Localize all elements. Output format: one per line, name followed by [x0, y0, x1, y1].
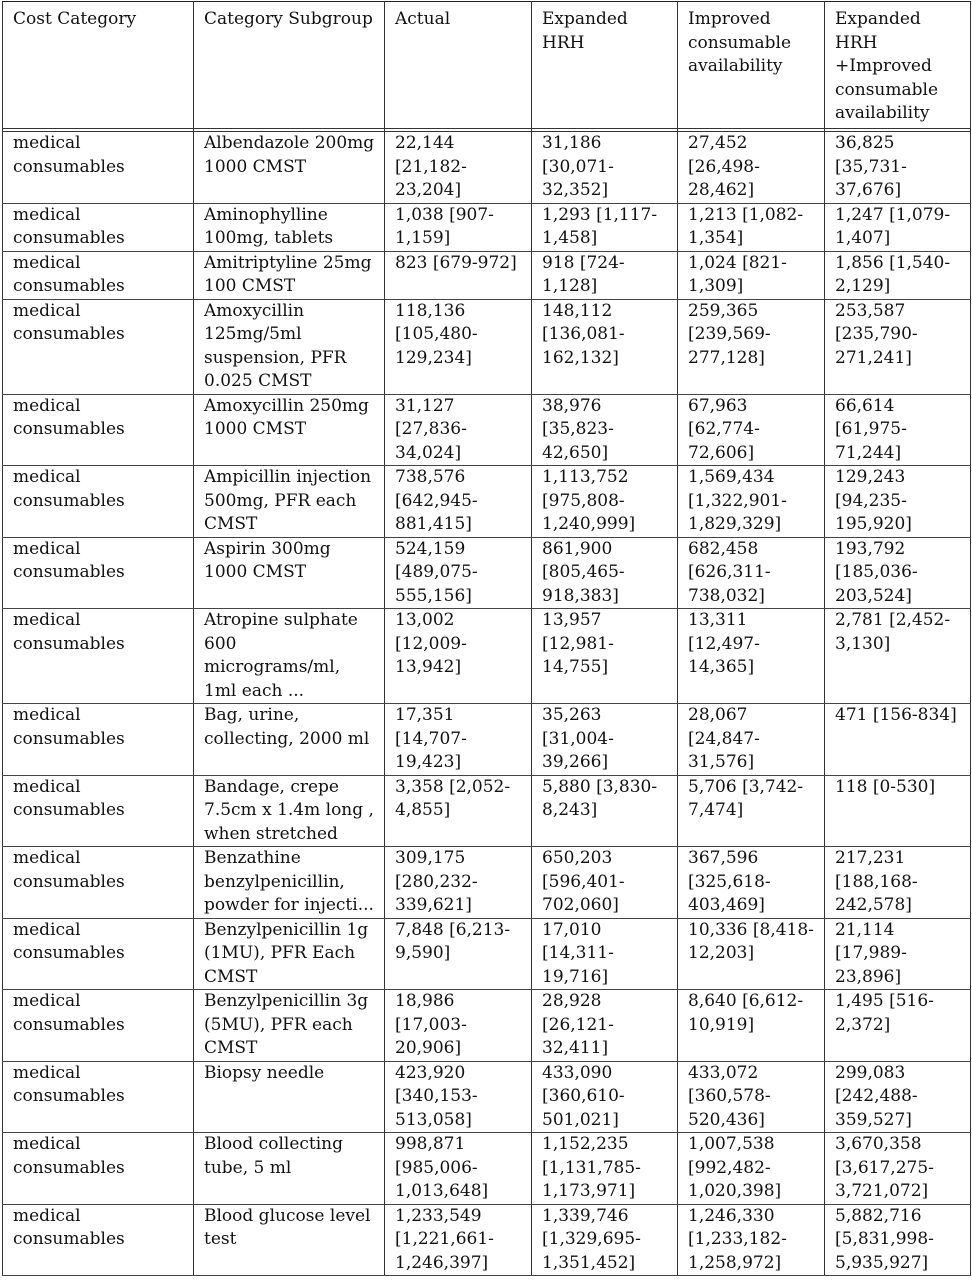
cell-cost-category: medical consumables: [3, 394, 194, 466]
cell-improved-availability: 1,007,538 [992,482-1,020,398]: [678, 1133, 825, 1205]
cell-expanded-hrh: 918 [724-1,128]: [532, 251, 678, 299]
cell-actual: 13,002 [12,009-13,942]: [385, 609, 532, 704]
cell-actual: 31,127 [27,836-34,024]: [385, 394, 532, 466]
cell-expanded-hrh-improved: 5,882,716 [5,831,998-5,935,927]: [825, 1204, 971, 1276]
cell-cost-category: medical consumables: [3, 1204, 194, 1276]
cell-expanded-hrh-improved: 1,247 [1,079-1,407]: [825, 203, 971, 251]
cell-expanded-hrh: 28,928 [26,121-32,411]: [532, 990, 678, 1062]
cell-improved-availability: 1,569,434 [1,322,901-1,829,329]: [678, 466, 825, 538]
cell-improved-availability: 259,365 [239,569-277,128]: [678, 299, 825, 394]
cell-category-subgroup: Benzylpenicillin 1g (1MU), PFR Each CMST: [194, 918, 385, 990]
cell-category-subgroup: Aminophylline 100mg, tablets: [194, 203, 385, 251]
cell-improved-availability: 433,072 [360,578-520,436]: [678, 1061, 825, 1133]
cell-improved-availability: 1,024 [821-1,309]: [678, 251, 825, 299]
cell-cost-category: medical consumables: [3, 132, 194, 204]
cell-improved-availability: 27,452 [26,498-28,462]: [678, 132, 825, 204]
cell-category-subgroup: Aspirin 300mg 1000 CMST: [194, 537, 385, 609]
cell-category-subgroup: Ampicillin injection 500mg, PFR each CMST: [194, 466, 385, 538]
cell-category-subgroup: Amitriptyline 25mg 100 CMST: [194, 251, 385, 299]
cell-expanded-hrh-improved: 217,231 [188,168-242,578]: [825, 847, 971, 919]
header-actual: Actual: [385, 2, 532, 129]
cell-actual: 3,358 [2,052-4,855]: [385, 775, 532, 847]
cell-expanded-hrh: 17,010 [14,311-19,716]: [532, 918, 678, 990]
cell-expanded-hrh-improved: 1,495 [516-2,372]: [825, 990, 971, 1062]
cell-category-subgroup: Amoxycillin 125mg/5ml suspension, PFR 0.025 CMST: [194, 299, 385, 394]
cost-table-page: [2, 1, 970, 1276]
cost-table: [2, 1, 971, 1276]
cell-cost-category: medical consumables: [3, 1061, 194, 1133]
table-row: [3, 990, 971, 1062]
cell-actual: 118,136 [105,480-129,234]: [385, 299, 532, 394]
cell-actual: 17,351 [14,707-19,423]: [385, 704, 532, 776]
cell-expanded-hrh-improved: 299,083 [242,488-359,527]: [825, 1061, 971, 1133]
cell-expanded-hrh: 31,186 [30,071-32,352]: [532, 132, 678, 204]
cell-expanded-hrh: 433,090 [360,610-501,021]: [532, 1061, 678, 1133]
cell-improved-availability: 682,458 [626,311-738,032]: [678, 537, 825, 609]
table-row: [3, 251, 971, 299]
cell-actual: 22,144 [21,182-23,204]: [385, 132, 532, 204]
cell-improved-availability: 367,596 [325,618-403,469]: [678, 847, 825, 919]
table-row: [3, 299, 971, 394]
cell-improved-availability: 5,706 [3,742-7,474]: [678, 775, 825, 847]
header-expanded-hrh: Expanded HRH: [532, 2, 678, 129]
cell-expanded-hrh-improved: 253,587 [235,790-271,241]: [825, 299, 971, 394]
cell-improved-availability: 28,067 [24,847-31,576]: [678, 704, 825, 776]
cell-category-subgroup: Benzylpenicillin 3g (5MU), PFR each CMST: [194, 990, 385, 1062]
cell-expanded-hrh: 861,900 [805,465-918,383]: [532, 537, 678, 609]
header-improved-consumable-availability: Improved consumable availability: [678, 2, 825, 129]
cell-expanded-hrh-improved: 36,825 [35,731-37,676]: [825, 132, 971, 204]
cell-cost-category: medical consumables: [3, 537, 194, 609]
cell-actual: 1,233,549 [1,221,661-1,246,397]: [385, 1204, 532, 1276]
cell-category-subgroup: Amoxycillin 250mg 1000 CMST: [194, 394, 385, 466]
cell-improved-availability: 67,963 [62,774-72,606]: [678, 394, 825, 466]
cell-expanded-hrh: 5,880 [3,830-8,243]: [532, 775, 678, 847]
table-row: [3, 918, 971, 990]
cell-expanded-hrh-improved: 118 [0-530]: [825, 775, 971, 847]
cell-improved-availability: 1,246,330 [1,233,182-1,258,972]: [678, 1204, 825, 1276]
cell-expanded-hrh-improved: 66,614 [61,975-71,244]: [825, 394, 971, 466]
cell-actual: 309,175 [280,232-339,621]: [385, 847, 532, 919]
cell-category-subgroup: Bag, urine, collecting, 2000 ml: [194, 704, 385, 776]
cell-expanded-hrh: 38,976 [35,823-42,650]: [532, 394, 678, 466]
cell-cost-category: medical consumables: [3, 704, 194, 776]
cell-actual: 1,038 [907-1,159]: [385, 203, 532, 251]
cell-category-subgroup: Bandage, crepe 7.5cm x 1.4m long , when stretched: [194, 775, 385, 847]
cell-improved-availability: 13,311 [12,497-14,365]: [678, 609, 825, 704]
cell-cost-category: medical consumables: [3, 251, 194, 299]
cell-expanded-hrh-improved: 471 [156-834]: [825, 704, 971, 776]
cell-expanded-hrh: 1,293 [1,117-1,458]: [532, 203, 678, 251]
table-row: [3, 609, 971, 704]
cell-category-subgroup: Blood glucose level test: [194, 1204, 385, 1276]
cell-expanded-hrh: 13,957 [12,981-14,755]: [532, 609, 678, 704]
cell-category-subgroup: Blood collecting tube, 5 ml: [194, 1133, 385, 1205]
cell-expanded-hrh: 35,263 [31,004-39,266]: [532, 704, 678, 776]
cell-actual: 524,159 [489,075-555,156]: [385, 537, 532, 609]
table-row: [3, 203, 971, 251]
cell-category-subgroup: Atropine sulphate 600 micrograms/ml, 1ml each ...: [194, 609, 385, 704]
cell-expanded-hrh-improved: 3,670,358 [3,617,275-3,721,072]: [825, 1133, 971, 1205]
cell-actual: 823 [679-972]: [385, 251, 532, 299]
cell-cost-category: medical consumables: [3, 990, 194, 1062]
cell-cost-category: medical consumables: [3, 609, 194, 704]
cell-expanded-hrh: 148,112 [136,081-162,132]: [532, 299, 678, 394]
table-row: [3, 537, 971, 609]
cell-actual: 738,576 [642,945-881,415]: [385, 466, 532, 538]
cell-expanded-hrh-improved: 21,114 [17,989-23,896]: [825, 918, 971, 990]
table-row: [3, 132, 971, 204]
table-row: [3, 847, 971, 919]
header-cost-category: Cost Category: [3, 2, 194, 129]
cell-category-subgroup: Benzathine benzylpenicillin, powder for injecti...: [194, 847, 385, 919]
cell-cost-category: medical consumables: [3, 466, 194, 538]
cell-cost-category: medical consumables: [3, 203, 194, 251]
table-row: [3, 775, 971, 847]
cell-cost-category: medical consumables: [3, 1133, 194, 1205]
header-category-subgroup: Category Subgroup: [194, 2, 385, 129]
cell-improved-availability: 8,640 [6,612-10,919]: [678, 990, 825, 1062]
cell-expanded-hrh-improved: 193,792 [185,036-203,524]: [825, 537, 971, 609]
table-body: [3, 132, 971, 1276]
cell-expanded-hrh-improved: 1,856 [1,540-2,129]: [825, 251, 971, 299]
cell-expanded-hrh-improved: 2,781 [2,452-3,130]: [825, 609, 971, 704]
cell-cost-category: medical consumables: [3, 918, 194, 990]
header-expanded-hrh-improved-availability: Expanded HRH +Improved consumable availability: [825, 2, 971, 129]
table-row: [3, 466, 971, 538]
cell-expanded-hrh: 1,339,746 [1,329,695-1,351,452]: [532, 1204, 678, 1276]
table-row: [3, 704, 971, 776]
cell-actual: 423,920 [340,153-513,058]: [385, 1061, 532, 1133]
cell-improved-availability: 10,336 [8,418-12,203]: [678, 918, 825, 990]
cell-cost-category: medical consumables: [3, 775, 194, 847]
table-row: [3, 1133, 971, 1205]
cell-actual: 998,871 [985,006-1,013,648]: [385, 1133, 532, 1205]
cell-actual: 18,986 [17,003-20,906]: [385, 990, 532, 1062]
cell-expanded-hrh: 1,152,235 [1,131,785-1,173,971]: [532, 1133, 678, 1205]
cell-expanded-hrh-improved: 129,243 [94,235-195,920]: [825, 466, 971, 538]
cell-expanded-hrh: 1,113,752 [975,808-1,240,999]: [532, 466, 678, 538]
cell-cost-category: medical consumables: [3, 299, 194, 394]
table-header-row: [3, 2, 971, 129]
table-row: [3, 394, 971, 466]
cell-improved-availability: 1,213 [1,082-1,354]: [678, 203, 825, 251]
cell-actual: 7,848 [6,213-9,590]: [385, 918, 532, 990]
cell-expanded-hrh: 650,203 [596,401-702,060]: [532, 847, 678, 919]
cell-category-subgroup: Albendazole 200mg 1000 CMST: [194, 132, 385, 204]
table-row: [3, 1061, 971, 1133]
cell-cost-category: medical consumables: [3, 847, 194, 919]
table-row: [3, 1204, 971, 1276]
cell-category-subgroup: Biopsy needle: [194, 1061, 385, 1133]
